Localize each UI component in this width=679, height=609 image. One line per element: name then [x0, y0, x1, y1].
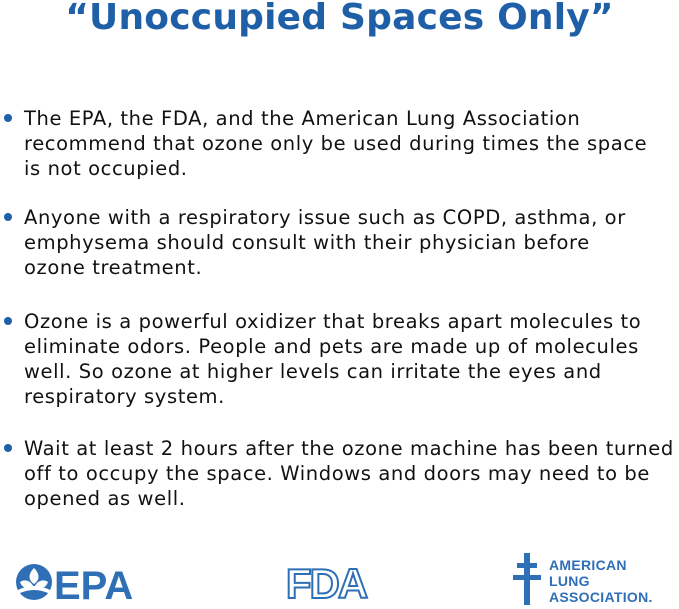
fda-logo — [278, 561, 374, 603]
ala-line: LUNG — [549, 573, 590, 589]
bullet-line: ozone treatment. — [24, 256, 203, 279]
bullet-line: Anyone with a respiratory issue such as COPD, asthma, or — [24, 206, 626, 229]
bullet-dot — [4, 114, 12, 122]
bullet-line: Wait at least 2 hours after the ozone machine has been turned — [24, 437, 674, 460]
ala-line: ASSOCIATION. — [549, 589, 653, 605]
bullet-item — [24, 106, 679, 181]
bullet-line: Ozone is a powerful oxidizer that breaks apart molecules to — [24, 310, 642, 333]
epa-logo-text: EPA — [54, 564, 134, 604]
bullet-line: off to occupy the space. Windows and doors may need to be — [24, 462, 650, 485]
lorraine-cross-icon — [512, 553, 542, 605]
bullet-item — [24, 436, 679, 511]
bullet-line: is not occupied. — [24, 157, 188, 180]
bullet-line: The EPA, the FDA, and the American Lung Association — [24, 107, 581, 130]
bullet-line: recommend that ozone only be used during times the space — [24, 132, 648, 155]
bullet-dot — [4, 317, 12, 325]
bullet-line: respiratory system. — [24, 385, 225, 408]
ala-logo-text — [549, 557, 653, 605]
bullet-line: well. So ozone at higher levels can irritate the eyes and — [24, 360, 602, 383]
bullet-dot — [4, 213, 12, 221]
epa-flower-icon — [14, 560, 144, 604]
ala-line: AMERICAN — [549, 557, 627, 573]
bullet-line: eliminate odors. People and pets are made up of molecules — [24, 335, 639, 358]
bullet-item — [24, 309, 679, 409]
fda-logo-text: FDA — [285, 561, 367, 603]
epa-logo — [14, 560, 144, 604]
bullet-line: emphysema should consult with their physician before — [24, 231, 590, 254]
page-title: “Unoccupied Spaces Only” — [65, 0, 614, 38]
bullet-dot — [4, 444, 12, 452]
ala-cross-logo — [512, 553, 542, 605]
bullet-line: opened as well. — [24, 487, 186, 510]
bullet-item — [24, 205, 679, 280]
